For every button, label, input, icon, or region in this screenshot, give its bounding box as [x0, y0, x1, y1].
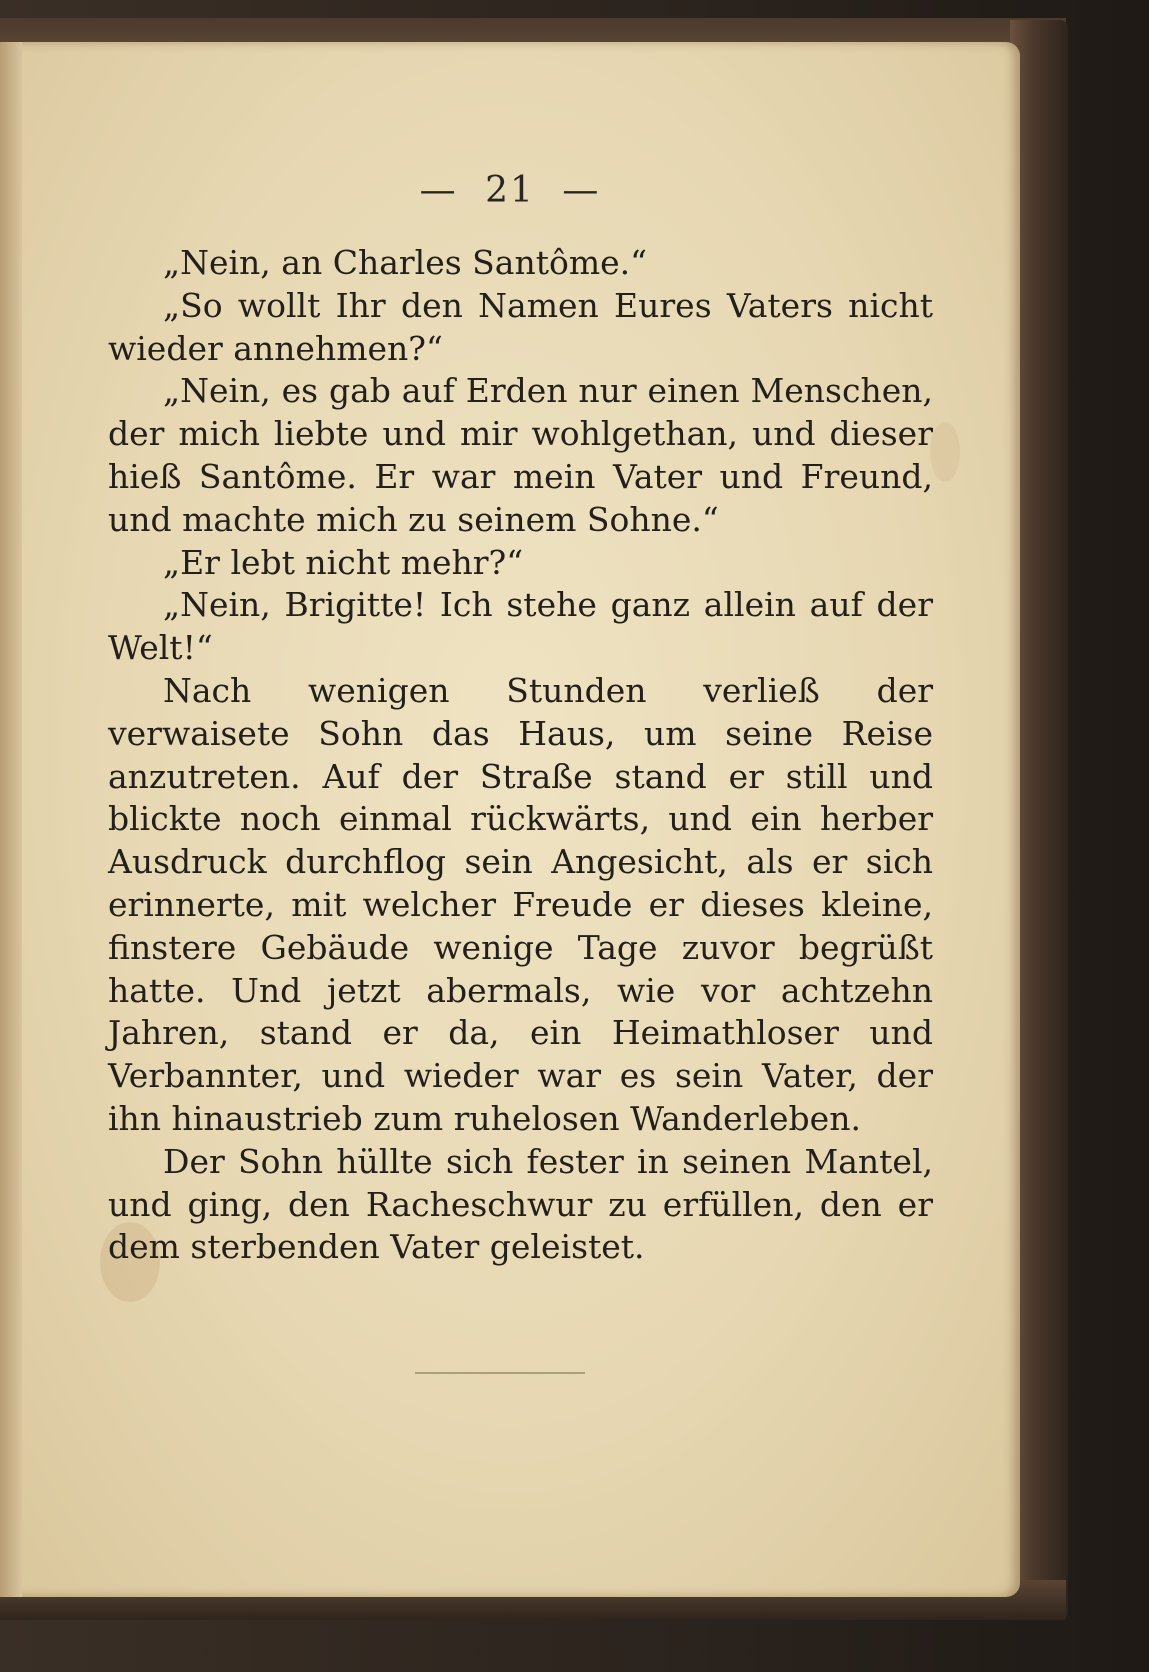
- paragraph: „So wollt Ihr den Namen Eures Vaters nicht wieder annehmen?“: [108, 285, 933, 368]
- paragraph: Der Sohn hüllte sich fester in seinen Mantel, und ging, den Racheschwur zu erfüllen, den er dem sterbenden Vater geleistet.: [108, 1141, 933, 1267]
- book-page: [0, 42, 1020, 1597]
- page-number-dash-right: —: [562, 170, 601, 211]
- paragraph: „Nein, es gab auf Erden nur einen Menschen, der mich liebte und mir wohlgethan, und dieser hieß Santôme. Er war mein Vater und Freund, und machte mich zu seinem Sohne.“: [108, 371, 933, 539]
- body-text: [108, 242, 933, 1269]
- page-number: 21: [485, 170, 535, 211]
- page-gutter: [0, 42, 22, 1597]
- paragraph: „Er lebt nicht mehr?“: [163, 542, 524, 582]
- page-number-header: [0, 170, 1020, 211]
- paragraph: „Nein, Brigitte! Ich stehe ganz allein auf der Welt!“: [108, 585, 933, 668]
- page-number-dash-left: —: [419, 170, 458, 211]
- page-stain: [930, 422, 960, 482]
- paragraph: „Nein, an Charles Santôme.“: [163, 243, 648, 282]
- section-end-rule: [415, 1372, 585, 1374]
- paragraph: Nach wenigen Stunden verließ der verwaisete Sohn das Haus, um seine Reise anzutreten. Auf der Straße stand er still und blickte noch einmal rückwärts, und ein herber Ausdruck durchflog sein Angesicht, als er sich erinnerte, mit welcher Freude er dieses kleine, finstere Gebäude wenige Tage zuvor begrüßt hatte. Und jetzt abermals, wie vor achtzehn Jahren, stand er da, ein Heimathloser und Verbannter, und wieder war es sein Vater, der ihn hinaustrieb zum ruhelosen Wanderleben.: [108, 670, 933, 1138]
